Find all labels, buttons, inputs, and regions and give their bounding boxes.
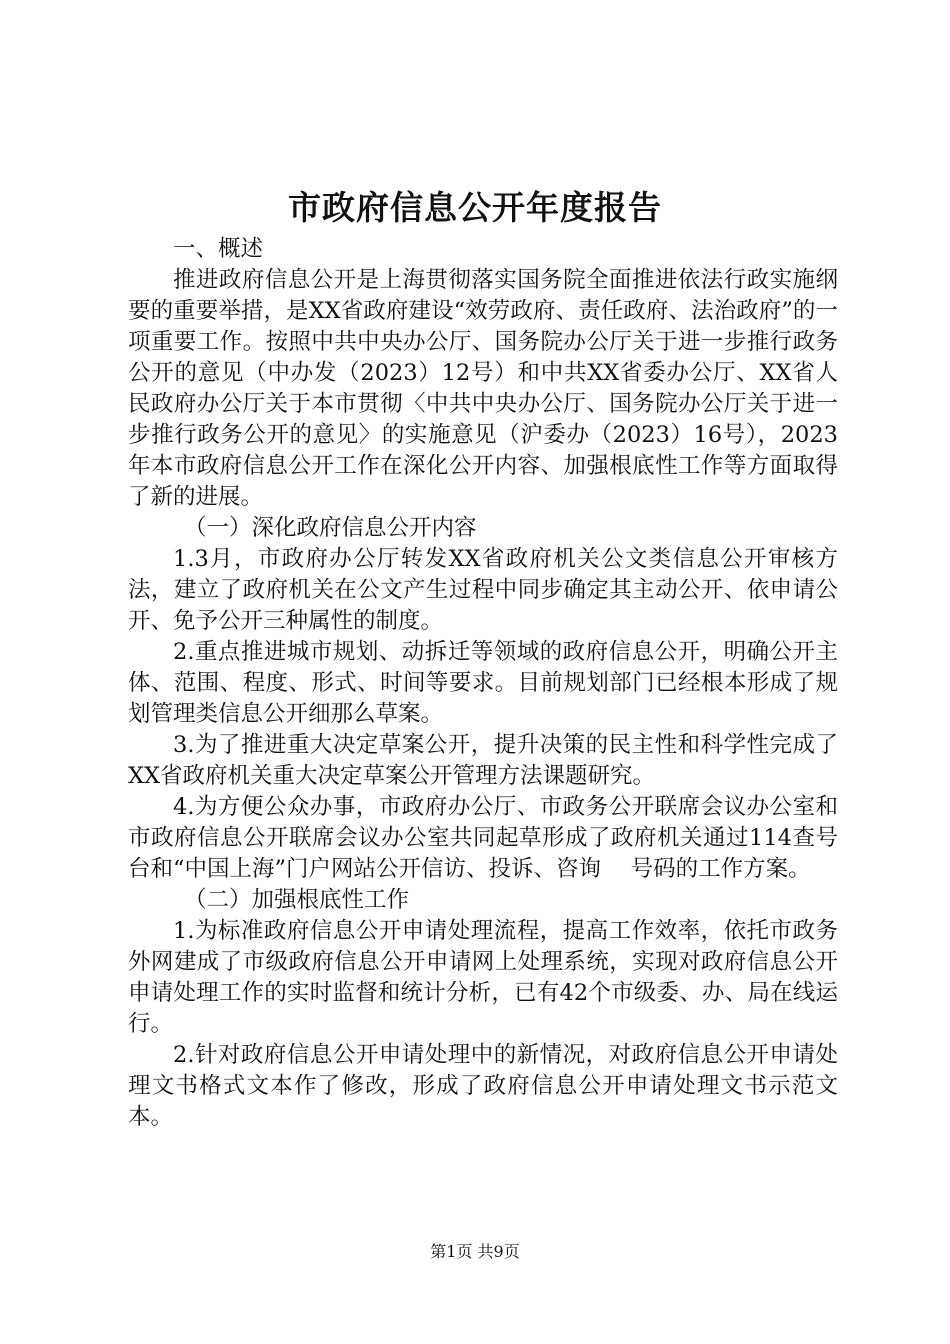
- paragraph-item-1: 1.3月，市政府办公厅转发XX省政府机关公文类信息公开审核方法，建立了政府机关在公文产生过程中同步确定其主动公开、依申请公开、免予公开三种属性的制度。: [128, 546, 838, 634]
- document-title: 市政府信息公开年度报告: [288, 188, 662, 227]
- subsection-heading-basic-work: （二）加强根底性工作: [184, 887, 410, 913]
- subsection-heading-deepen-content: （一）深化政府信息公开内容: [184, 515, 477, 541]
- paragraph-item-2: 2.重点推进城市规划、动拆迁等领域的政府信息公开，明确公开主体、范围、程度、形式、时间等要求。目前规划部门已经根本形成了规划管理类信息公开细那么草案。: [128, 639, 838, 727]
- section-heading-overview: 一、概述: [173, 236, 264, 262]
- paragraph-basic-item-1: 1.为标准政府信息公开申请处理流程，提高工作效率，依托市政务外网建成了市级政府信息公开申请网上处理系统，实现对政府信息公开申请处理工作的实时监督和统计分析，已有42个市级委、办、局在线运行。: [128, 918, 838, 1037]
- paragraph-overview: 推进政府信息公开是上海贯彻落实国务院全面推进依法行政实施纲要的重要举措，是XX省政府建设“效劳政府、责任政府、法治政府”的一项重要工作。按照中共中央办公厅、国务院办公厅关于进一步推行政务公开的意见（中办发（2023）12号）和中共XX省委办公厅、XX省人民政府办公厅关于本市贯彻〈中共中央办公厅、国务院办公厅关于进一步推行政务公开的意见〉的实施意见（沪委办（2023）16号），2023年本市政府信息公开工作在深化公开内容、加强根底性工作等方面取得了新的进展。: [128, 267, 838, 510]
- paragraph-item-3: 3.为了推进重大决定草案公开，提升决策的民主性和科学性完成了XX省政府机关重大决定草案公开管理方法课题研究。: [128, 732, 838, 789]
- page-number: 第1页 共9页: [430, 1242, 520, 1261]
- document-body: [128, 234, 838, 1133]
- paragraph-item-4: 4.为方便公众办事，市政府办公厅、市政务公开联席会议办公室和市政府信息公开联席会议办公室共同起草形成了政府机关通过114查号台和“中国上海”门户网站公开信访、投诉、咨询 号码的工作方案。: [128, 794, 838, 882]
- paragraph-basic-item-2: 2.针对政府信息公开申请处理中的新情况，对政府信息公开申请处理文书格式文本作了修改，形成了政府信息公开申请处理文书示范文本。: [128, 1042, 838, 1130]
